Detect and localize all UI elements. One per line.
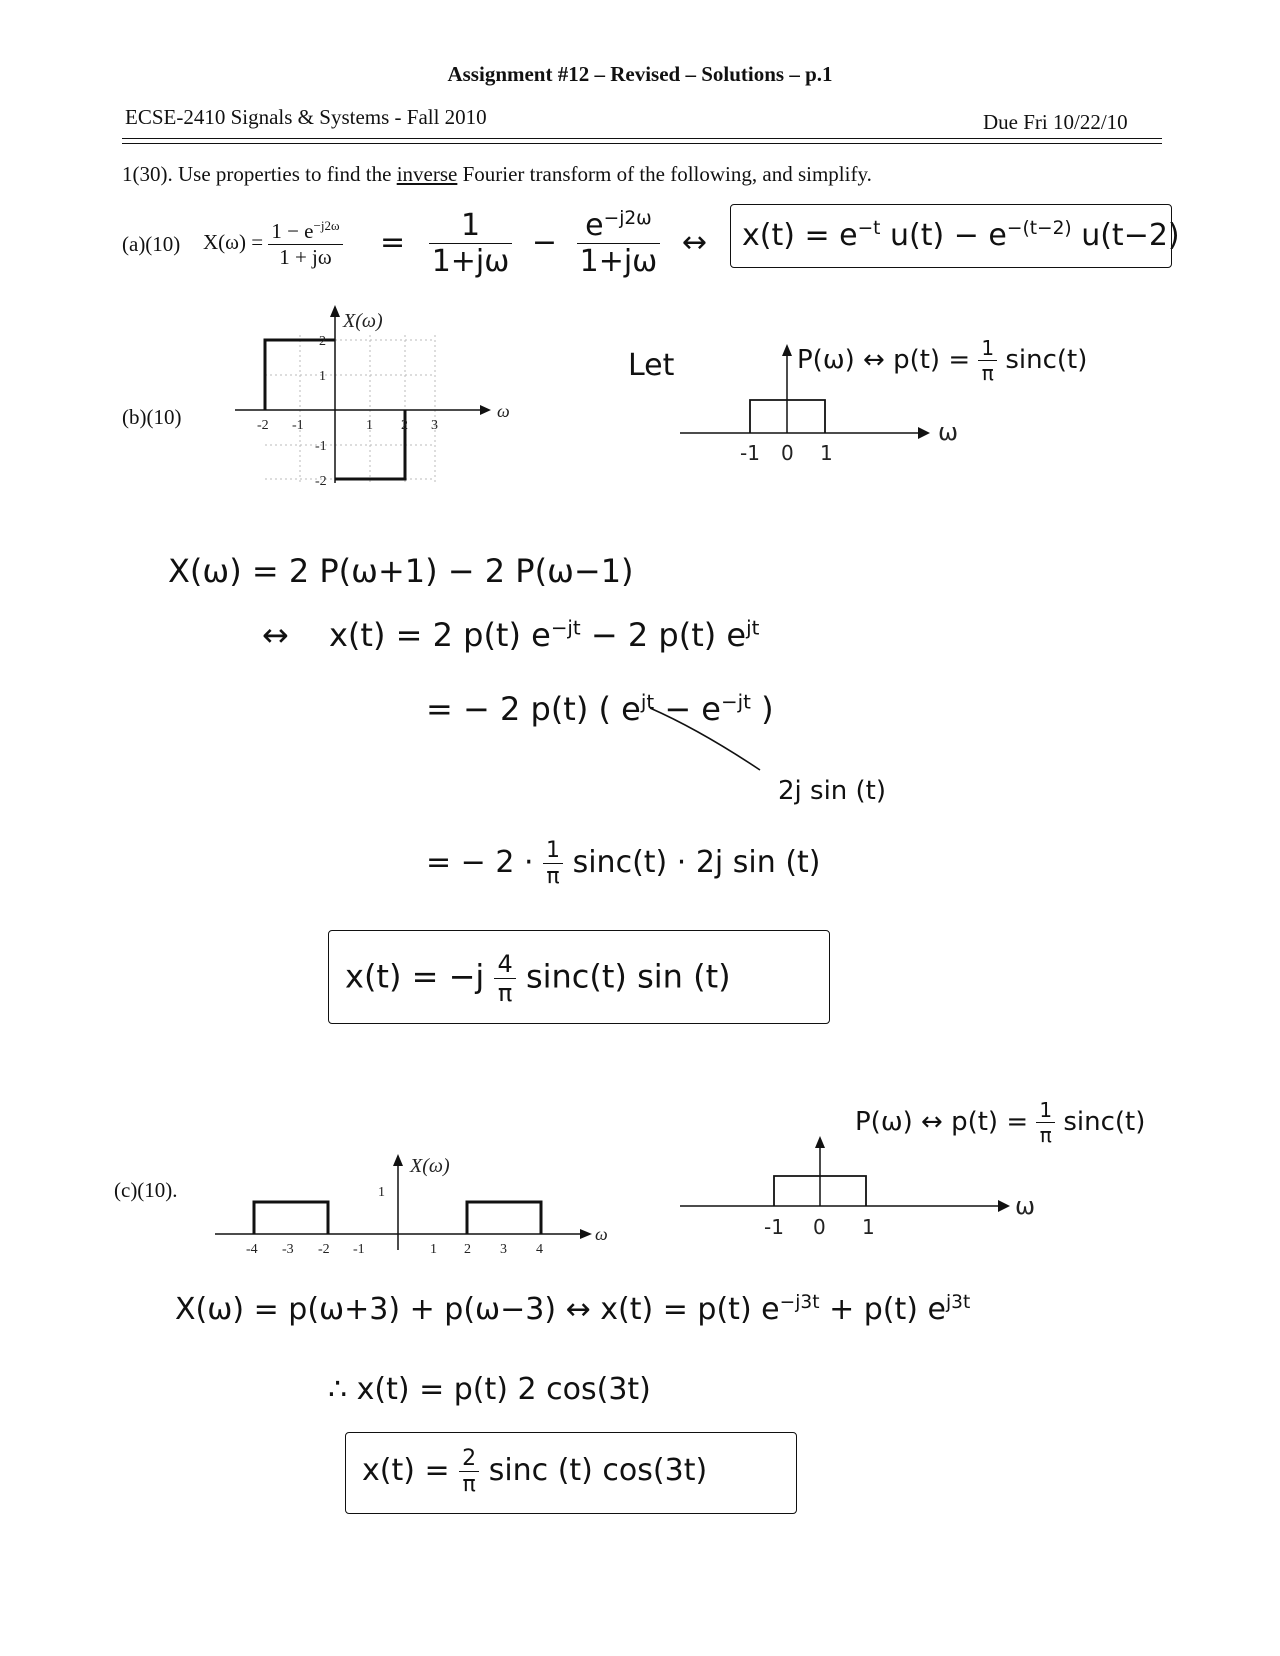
part-b-p-definition <box>797 336 1087 385</box>
p-den: π <box>981 361 994 385</box>
split-num-1: 1 <box>429 208 513 244</box>
part-c-p-tick: -1 <box>764 1215 784 1239</box>
line-2-b: − 2 p(t) e <box>580 616 747 654</box>
part-c-plot-title: X(ω) <box>410 1155 450 1177</box>
answer-c-a: x(t) = <box>362 1453 450 1488</box>
part-c-p-vertical-arrowhead <box>815 1136 825 1148</box>
split-fraction-1 <box>429 208 513 279</box>
part-c-pulse-right <box>467 1202 541 1234</box>
part-b-line-4 <box>426 838 821 889</box>
line-3-c: ) <box>750 690 774 728</box>
part-c-answer <box>362 1446 707 1497</box>
p-plot-arrowhead <box>918 427 930 439</box>
part-b-ytick: -2 <box>315 474 327 489</box>
part-c-label: (c)(10). <box>114 1178 178 1202</box>
page-title: Assignment #12 – Revised – Solutions – p.1 <box>447 62 833 86</box>
part-b-plot <box>235 305 515 505</box>
part-c-p-num: 1 <box>1036 1098 1055 1123</box>
part-c-p-tick: 1 <box>862 1215 875 1239</box>
split-den-1: 1+jω <box>431 244 510 279</box>
line-2-a: x(t) = 2 p(t) e <box>328 616 551 654</box>
part-c-xtick: -3 <box>282 1242 294 1257</box>
part-b-xtick: 1 <box>366 418 373 433</box>
part-c-axis-var: ω <box>595 1224 608 1244</box>
part-b-line-2 <box>262 616 759 654</box>
part-c-xtick: -2 <box>318 1242 330 1257</box>
part-c-line-1-a: X(ω) = p(ω+3) + p(ω−3) ↔ x(t) = p(t) e <box>175 1292 780 1327</box>
line-3-exp-2: −jt <box>720 690 751 714</box>
line-4-num: 1 <box>543 838 563 864</box>
problem-number: 1(30). <box>122 162 173 186</box>
course-name: ECSE-2410 Signals & Systems - Fall 2010 <box>125 105 487 129</box>
part-a-answer <box>742 218 1180 253</box>
answer-c-b: sinc (t) cos(3t) <box>488 1453 708 1488</box>
answer-a-exp-1: −t <box>857 218 881 239</box>
part-a-label: (a)(10) <box>122 232 181 256</box>
part-c-omega-arrowhead <box>580 1229 592 1239</box>
pair-arrow: ↔ <box>681 225 707 260</box>
answer-a-exp-2: −(t−2) <box>1006 218 1072 239</box>
line-2-exp-1: −jt <box>550 616 581 640</box>
part-c-plot <box>210 1150 610 1260</box>
part-b-plot-title: X(ω) <box>343 310 383 332</box>
answer-b-b: sinc(t) sin (t) <box>525 957 731 996</box>
part-b-note: 2j sin (t) <box>778 776 887 806</box>
split-fraction-2 <box>577 208 661 279</box>
part-c-xtick: 1 <box>430 1242 437 1257</box>
part-b-x-arrowhead <box>330 305 340 317</box>
part-a-given-fraction <box>268 218 342 270</box>
part-c-p-axis-var: ω <box>1015 1192 1036 1220</box>
line-4-a: = − 2 · <box>426 845 544 880</box>
part-c-pulse-left <box>254 1202 328 1234</box>
part-b-axis-var: ω <box>497 401 510 421</box>
part-a-lhs: X(ω) = <box>203 229 264 254</box>
due-date: Due Fri 10/22/10 <box>983 110 1128 134</box>
header-rule-bottom <box>122 143 1162 144</box>
answer-c-num: 2 <box>459 1446 479 1472</box>
answer-a-suffix: u(t−2) <box>1081 218 1180 253</box>
split-num-2-exponent: −j2ω <box>603 208 652 229</box>
part-a-given <box>203 218 343 270</box>
part-c-line-1-b: + p(t) e <box>819 1292 946 1327</box>
part-c-p-definition <box>855 1098 1145 1147</box>
part-b-ytick: -1 <box>315 439 327 454</box>
part-b-ytick: 1 <box>319 369 326 384</box>
prompt-text-b: Fourier transform of the following, and simplify. <box>462 162 872 186</box>
answer-c-den: π <box>462 1472 476 1497</box>
header-rule-top <box>122 138 1162 139</box>
part-a-expansion <box>380 208 707 279</box>
p-plot-axis-var: ω <box>938 418 959 446</box>
part-c-line-1-exp-2: j3t <box>945 1292 971 1313</box>
split-num-2: e <box>585 208 604 243</box>
line-4-fraction <box>543 838 563 889</box>
p-plot-tick: 1 <box>820 441 833 465</box>
prompt-text-a: Use properties to find the <box>178 162 392 186</box>
part-a-eq: = <box>380 225 406 260</box>
part-c-p-pair: ↔ p(t) = <box>921 1107 1029 1137</box>
answer-c-fraction <box>459 1446 479 1497</box>
p-fraction <box>978 336 997 385</box>
answer-b-den: π <box>497 979 513 1007</box>
part-b-xtick: -1 <box>292 418 304 433</box>
part-b-omega-arrowhead <box>480 405 491 415</box>
part-b-let: Let <box>628 348 675 383</box>
line-3-exp-1: jt <box>640 690 655 714</box>
part-b-annotation-stroke <box>640 700 780 780</box>
split-den-2: 1+jω <box>579 244 658 279</box>
part-b-xtick: 2 <box>401 418 408 433</box>
part-c-vertical-arrowhead <box>393 1154 403 1166</box>
part-c-p-den: π <box>1039 1123 1052 1147</box>
part-c-xtick: -4 <box>246 1242 258 1257</box>
p-plot-vertical-arrowhead <box>782 344 792 356</box>
p-num: 1 <box>978 336 997 361</box>
prompt-underlined-word: inverse <box>396 162 458 186</box>
part-b-label: (b)(10) <box>122 405 182 429</box>
part-b-plot-grid <box>265 335 435 483</box>
line-4-den: π <box>546 864 560 889</box>
answer-a-prefix: x(t) = e <box>742 218 858 253</box>
problem-1-prompt <box>122 162 872 187</box>
p-plot-tick: -1 <box>740 441 760 465</box>
part-c-p-fraction <box>1036 1098 1055 1147</box>
part-b-xtick: 3 <box>431 418 438 433</box>
part-c-xtick: -1 <box>353 1242 365 1257</box>
part-c-xtick: 2 <box>464 1242 471 1257</box>
line-2-arrow: ↔ <box>262 616 289 654</box>
answer-b-a: x(t) = −j <box>345 957 485 996</box>
given-denominator: 1 + jω <box>279 245 332 269</box>
part-c-p-arrowhead <box>998 1200 1010 1212</box>
part-c-line-1-exp-1: −j3t <box>779 1292 820 1313</box>
part-c-ytick: 1 <box>378 1185 385 1200</box>
part-b-xtick: -2 <box>257 418 269 433</box>
part-c-line-1 <box>175 1292 970 1327</box>
given-numerator-exponent: −j2ω <box>313 218 340 233</box>
part-a-minus: − <box>531 225 558 260</box>
part-c-p-label: P(ω) <box>855 1107 913 1137</box>
part-c-p-sinc: sinc(t) <box>1063 1107 1146 1137</box>
part-c-xtick: 3 <box>500 1242 507 1257</box>
line-3-b: − e <box>654 690 721 728</box>
line-3-a: = − 2 p(t) ( e <box>426 690 641 728</box>
part-c-p-tick: 0 <box>813 1215 826 1239</box>
part-c-xtick: 4 <box>536 1242 543 1257</box>
answer-b-fraction <box>494 950 515 1007</box>
answer-b-num: 4 <box>494 950 515 979</box>
answer-a-mid: u(t) − e <box>890 218 1007 253</box>
p-pair: ↔ p(t) = <box>863 345 971 375</box>
line-4-b: sinc(t) · 2j sin (t) <box>572 845 821 880</box>
line-2-exp-2: jt <box>746 616 760 640</box>
p-sinc: sinc(t) <box>1005 345 1088 375</box>
p-plot-tick: 0 <box>781 441 794 465</box>
part-b-ytick: 2 <box>319 334 326 349</box>
part-b-line-1: X(ω) = 2 P(ω+1) − 2 P(ω−1) <box>168 552 634 590</box>
part-c-line-2: ∴ x(t) = p(t) 2 cos(3t) <box>328 1372 651 1407</box>
part-b-answer <box>345 950 731 1007</box>
p-label: P(ω) <box>797 345 855 375</box>
given-numerator: 1 − e <box>271 219 314 243</box>
